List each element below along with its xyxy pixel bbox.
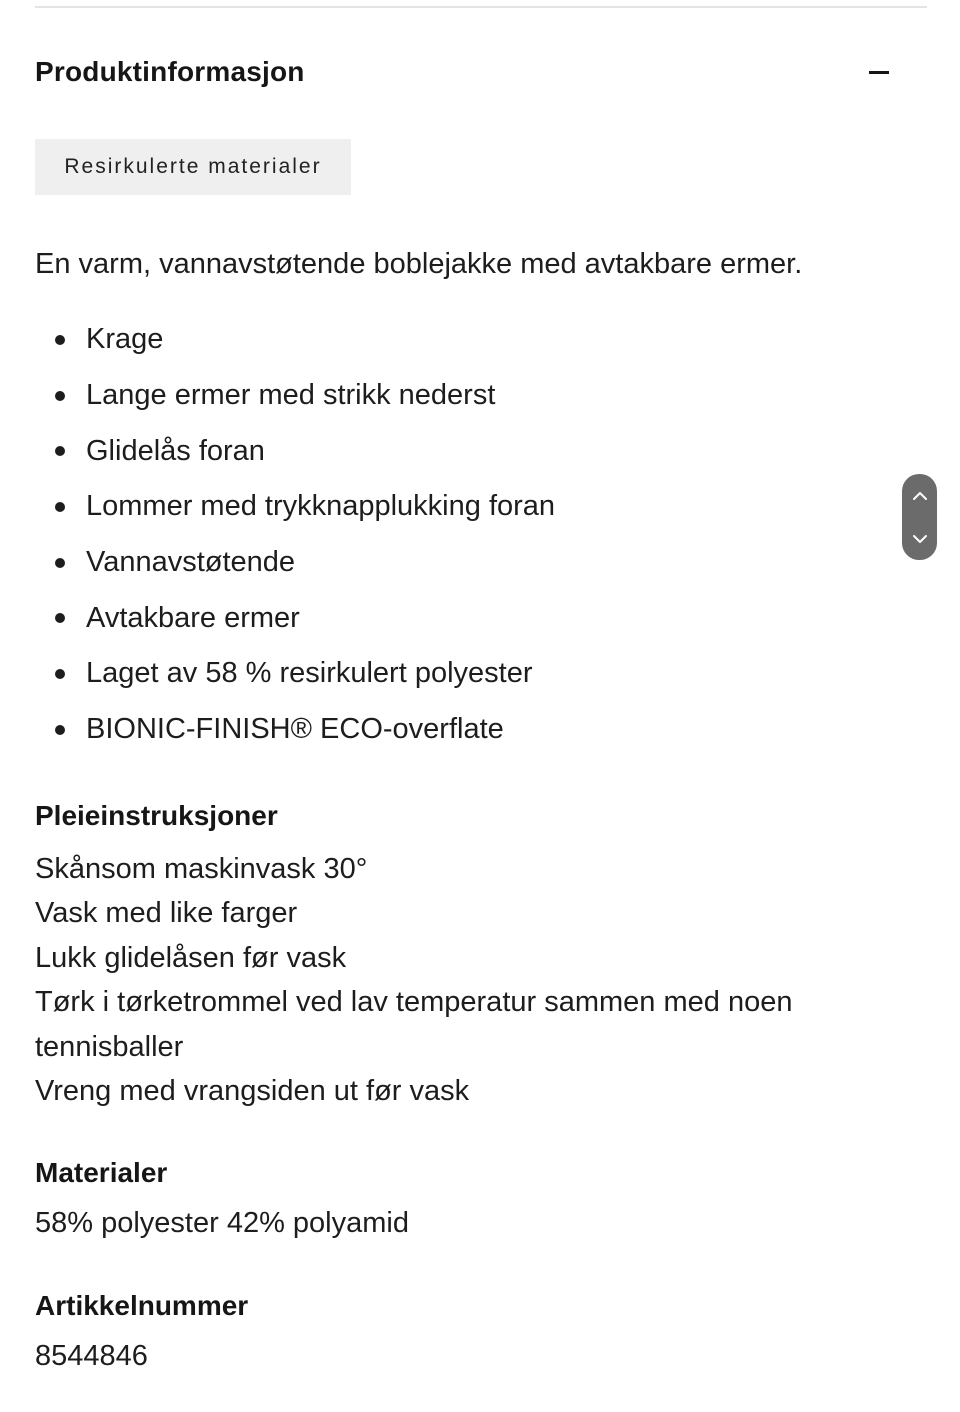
care-item: Lukk glidelåsen før vask: [35, 941, 347, 974]
feature-text: Avtakbare ermer: [86, 601, 300, 634]
care-item: Tørk i tørketrommel ved lav temperatur sammen med noen tennisballer: [35, 986, 793, 1063]
bullet-icon: [55, 502, 65, 512]
feature-text: Lange ermer med strikk nederst: [86, 379, 496, 412]
bullet-icon: [55, 669, 65, 679]
article-number-heading: Artikkelnummer: [35, 1290, 249, 1321]
feature-text: Laget av 58 % resirkulert polyester: [86, 657, 533, 690]
feature-list: [35, 312, 555, 758]
bullet-icon: [55, 558, 65, 568]
scroll-controls: [902, 474, 937, 560]
feature-text: Lommer med trykknapplukking foran: [86, 490, 556, 523]
chevron-up-icon: [912, 491, 928, 501]
product-info-accordion-header[interactable]: [35, 50, 893, 94]
feature-text: BIONIC-FINISH® ECO-overflate: [86, 713, 504, 746]
care-instructions-list: [35, 847, 895, 1113]
list-item: [35, 368, 555, 424]
list-item: [35, 535, 555, 591]
bullet-icon: [55, 335, 65, 345]
product-description: En varm, vannavstøtende boblejakke med avtakbare ermer.: [35, 248, 803, 280]
scroll-down-button[interactable]: [902, 517, 937, 560]
recycled-materials-tag: [35, 139, 351, 195]
feature-text: Glidelås foran: [86, 434, 265, 467]
top-divider: [35, 6, 927, 8]
bullet-icon: [55, 613, 65, 623]
tag-label: Resirkulerte materialer: [64, 155, 322, 178]
minus-icon[interactable]: [869, 61, 891, 83]
list-item: [35, 646, 555, 702]
list-item: [35, 702, 555, 758]
care-item: Skånsom maskinvask 30°: [35, 853, 368, 885]
care-item: Vask med like farger: [35, 897, 298, 930]
list-item: [35, 590, 555, 646]
chevron-down-icon: [912, 534, 928, 544]
list-item: [35, 423, 555, 479]
scroll-up-button[interactable]: [902, 474, 937, 517]
bullet-icon: [55, 725, 65, 735]
care-instructions-heading: Pleieinstruksjoner: [35, 800, 278, 831]
bullet-icon: [55, 446, 65, 456]
materials-value: 58% polyester 42% polyamid: [35, 1207, 409, 1239]
article-number-value: 8544846: [35, 1340, 148, 1372]
list-item: [35, 479, 555, 535]
list-item: [35, 312, 555, 368]
feature-text: Krage: [86, 323, 164, 356]
bullet-icon: [55, 391, 65, 401]
feature-text: Vannavstøtende: [86, 546, 296, 579]
care-item: Vreng med vrangsiden ut før vask: [35, 1075, 470, 1108]
section-title: Produktinformasjon: [35, 56, 305, 87]
materials-heading: Materialer: [35, 1157, 168, 1188]
